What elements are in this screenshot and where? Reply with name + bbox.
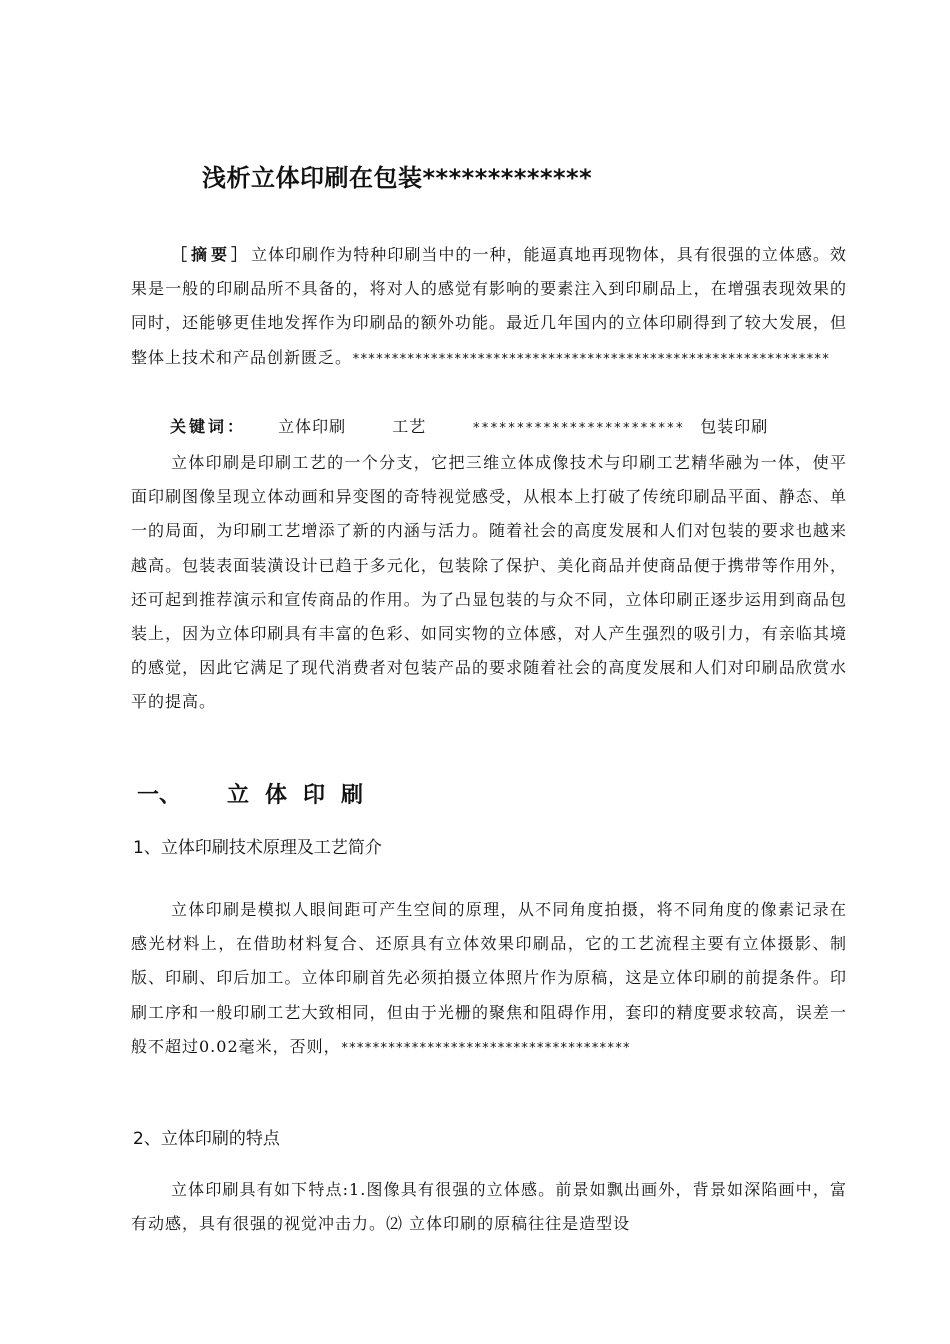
keyword-item: 包装印刷 — [700, 417, 769, 436]
subsection1-stars: ************************************* — [340, 1040, 631, 1056]
section-heading — [137, 778, 379, 809]
keyword-item: 工艺 — [392, 417, 427, 436]
section-title: 立体印刷 — [227, 783, 380, 808]
abstract-stars: ************************************************************* — [352, 351, 830, 367]
abstract-paragraph — [131, 238, 847, 377]
abstract-label: ［摘要］ — [171, 245, 252, 264]
document-title: 浅析立体印刷在包装************* — [202, 164, 593, 192]
subsection-heading: 2、立体印刷的特点 — [133, 1129, 280, 1149]
subsection1-text: 立体印刷是模拟人眼间距可产生空间的原理，从不同角度拍摄，将不同角度的像素记录在感光材料上，在借助材料复合、还原具有立体效果印刷品，它的工艺流程主要有立体摄影、制版、印刷、印后加工。立体印刷首先必须拍摄立体照片作为原稿，这是立体印刷的前提条件。印刷工序和一般印刷工艺大致相同，但由于光栅的聚焦和阻碍作用，套印的精度要求较高，误差一般不超过0.02毫米，否则， — [131, 900, 847, 1056]
intro-paragraph: 立体印刷是印刷工艺的一个分支，它把三维立体成像技术与印刷工艺精华融为一体，使平面印刷图像呈现立体动画和异变图的奇特视觉感受，从根本上打破了传统印刷品平面、静态、单一的局面，为印刷工艺增添了新的内涵与活力。随着社会的高度发展和人们对包装的要求也越来越高。包装表面装潢设计已趋于多元化，包装除了保护、美化商品并使商品便于携带等作用外，还可起到推荐演示和宣传商品的作用。为了凸显包装的与众不同，立体印刷正逐步运用到商品包装上，因为立体印刷具有丰富的色彩、如同实物的立体感，对人产生强烈的吸引力，有亲临其境的感觉，因此它满足了现代消费者对包装产品的要求随着社会的高度发展和人们对印刷品欣赏水平的提高。 — [131, 453, 847, 712]
abstract-text: 立体印刷作为特种印刷当中的一种，能逼真地再现物体，具有很强的立体感。效果是一般的印刷品所不具备的，将对人的感觉有影响的要素注入到印刷品上，在增强表现效果的同时，还能够更佳地发挥作为印刷品的额外功能。最近几年国内的立体印刷得到了较大发展，但整体上技术和产品创新匮乏。 — [131, 245, 847, 367]
keyword-item: 立体印刷 — [278, 417, 347, 436]
keywords-line — [170, 414, 768, 437]
subsection1-paragraph — [131, 893, 847, 1066]
subsection-heading: 1、立体印刷技术原理及工艺简介 — [133, 838, 382, 858]
subsection2-paragraph: 立体印刷具有如下特点:1.图像具有很强的立体感。前景如飘出画外，背景如深陷画中，富有动感，具有很强的视觉冲击力。⑵ 立体印刷的原稿往往是造型设 — [131, 1180, 847, 1234]
keywords-label: 关键词： — [170, 417, 247, 436]
keyword-item: ************************ — [472, 421, 685, 436]
section-number: 一、 — [137, 783, 182, 808]
